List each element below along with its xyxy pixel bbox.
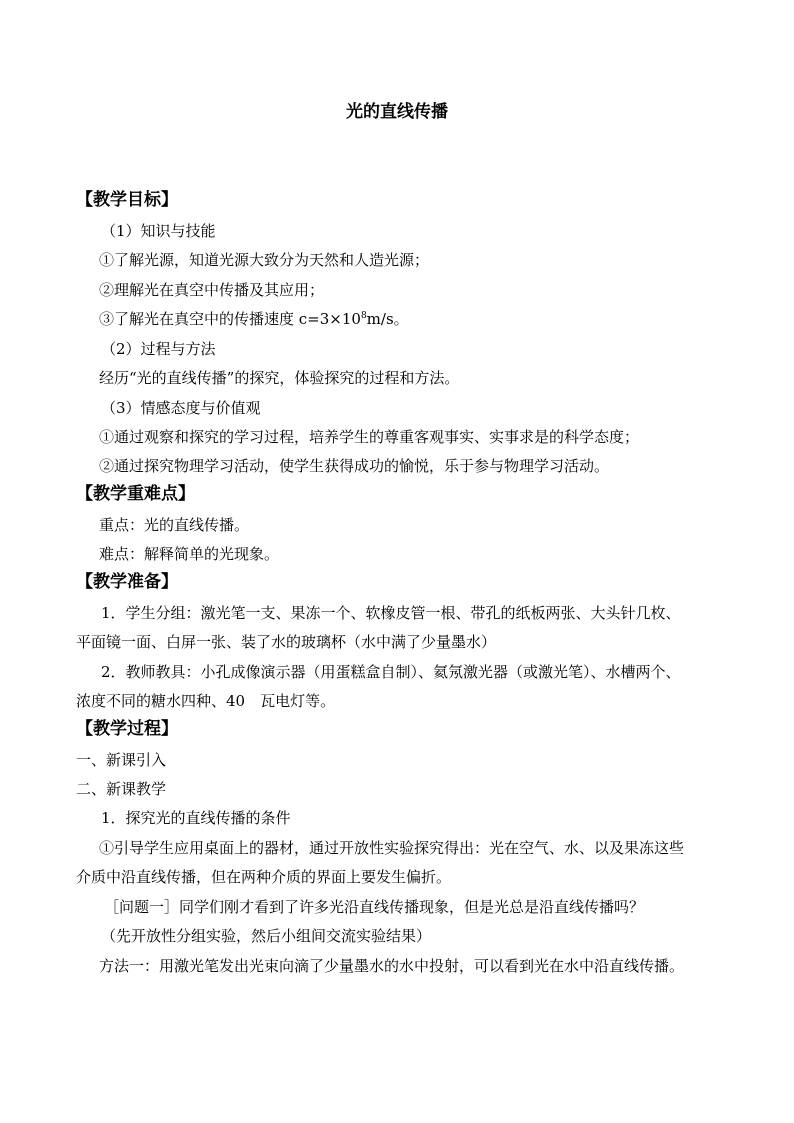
process-part-1: 一、新课引入 bbox=[76, 751, 167, 769]
heading-teaching-process: 【教学过程】 bbox=[76, 719, 178, 739]
goal-item-3-unit: m/s。 bbox=[366, 310, 409, 328]
goal-item-3 bbox=[99, 306, 409, 332]
document-title: 光的直线传播 bbox=[346, 102, 448, 122]
subheading-knowledge-skills: （1）知识与技能 bbox=[101, 222, 216, 240]
heading-teaching-goals: 【教学目标】 bbox=[76, 190, 178, 210]
subheading-process-methods: （2）过程与方法 bbox=[101, 340, 216, 358]
attitude-item-2: ②通过探究物理学习活动，使学生获得成功的愉悦，乐于参与物理学习活动。 bbox=[99, 457, 610, 475]
prep-item-2-line-1: 2．教师教具：小孔成像演示器（用蛋糕盒自制）、氦氖激光器（或激光笔）、水槽两个、 bbox=[101, 663, 681, 681]
experiment-note: （先开放性分组实验，然后小组间交流实验结果） bbox=[101, 927, 432, 945]
process-step-1: 1．探究光的直线传播的条件 bbox=[101, 809, 291, 827]
goal-item-3-text: ③了解光在真空中的传播速度 c=3×10 bbox=[99, 310, 361, 328]
prep-item-2-line-2: 浓度不同的糖水四种、40 瓦电灯等。 bbox=[76, 692, 336, 710]
step-1-line-1: ①引导学生应用桌面上的器材，通过开放性实验探究得出：光在空气、水、以及果冻这些 bbox=[99, 839, 685, 857]
step-1-line-2: 介质中沿直线传播，但在两种介质的界面上要发生偏折。 bbox=[76, 868, 452, 886]
prep-item-1-line-2: 平面镜一面、白屏一张、装了水的玻璃杯（水中满了少量墨水） bbox=[76, 633, 497, 651]
difficult-point: 难点：解释简单的光现象。 bbox=[99, 545, 280, 563]
goal-item-3-exponent: 8 bbox=[360, 311, 367, 321]
question-one: ［问题一］同学们刚才看到了许多光沿直线传播现象，但是光总是沿直线传播吗？ bbox=[104, 898, 645, 916]
subheading-attitude-values: （3）情感态度与价值观 bbox=[101, 399, 261, 417]
prep-item-1-line-1: 1．学生分组：激光笔一支、果冻一个、软橡皮管一根、带孔的纸板两张、大头针几枚、 bbox=[101, 604, 681, 622]
key-point: 重点：光的直线传播。 bbox=[99, 516, 250, 534]
goal-item-2: ②理解光在真空中传播及其应用； bbox=[99, 281, 325, 299]
process-methods-text: 经历“光的直线传播”的探究，体验探究的过程和方法。 bbox=[99, 369, 460, 387]
process-part-2: 二、新课教学 bbox=[76, 780, 167, 798]
heading-key-points: 【教学重难点】 bbox=[76, 484, 195, 504]
heading-preparation: 【教学准备】 bbox=[76, 572, 178, 592]
attitude-item-1: ①通过观察和探究的学习过程，培养学生的尊重客观事实、实事求是的科学态度； bbox=[99, 428, 640, 446]
goal-item-1: ①了解光源，知道光源大致分为天然和人造光源； bbox=[99, 251, 430, 269]
method-one: 方法一：用激光笔发出光束向滴了少量墨水的水中投射，可以看到光在水中沿直线传播。 bbox=[99, 957, 685, 975]
